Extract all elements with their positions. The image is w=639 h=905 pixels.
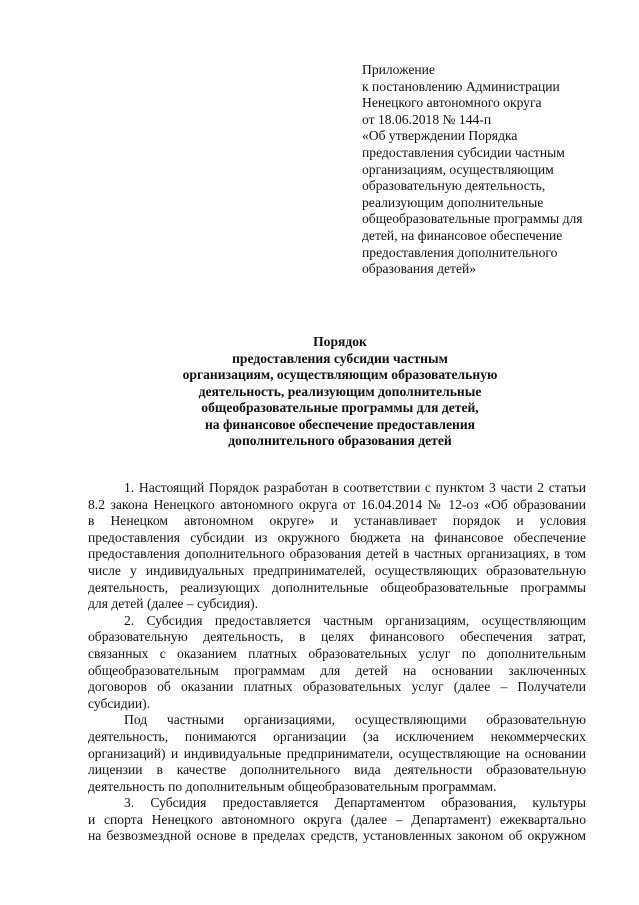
paragraph-1-line: деятельность, реализующих дополнительные общеобразовательные программы: [88, 579, 586, 595]
document-body: [88, 480, 586, 845]
appendix-line: Ненецкого автономного округа: [362, 95, 542, 111]
title-line: дополнительного образования детей: [228, 433, 452, 448]
appendix-line: «Об утверждении Порядка: [362, 128, 518, 144]
paragraph-3-line: лицензии в качестве дополнительного вида деятельности образовательную: [88, 762, 586, 778]
title-line: организациям, осуществляющим образовательную: [182, 367, 498, 382]
appendix-line: к постановлению Администрации: [362, 78, 560, 94]
appendix-line: реализующим дополнительные: [362, 194, 544, 210]
paragraph-4-line: и спорта Ненецкого автономного округа (далее – Департамент) ежеквартально: [88, 811, 586, 827]
paragraph-3-line: Под частными организациями, осуществляющими образовательную: [124, 712, 586, 728]
paragraph-1-line: предоставления дополнительного образования детей в частных организациях, в том: [88, 546, 586, 562]
paragraph-2-line: субсидии).: [88, 695, 151, 711]
paragraph-2-line: связанных с оказанием платных образовательных услуг по дополнительным: [88, 645, 586, 661]
title-line: предоставления субсидии частным: [232, 350, 448, 366]
paragraph-2-line: 2. Субсидия предоставляется частным организациям, осуществляющим: [124, 612, 586, 628]
appendix-line: образования детей»: [362, 261, 477, 277]
appendix-line: организациям, осуществляющим: [362, 161, 554, 177]
paragraph-4-line: на безвозмездной основе в пределах средств, установленных законом об окружном: [88, 828, 586, 844]
paragraph-2-line: образовательную деятельность, в целях финансового обеспечения затрат,: [88, 629, 586, 645]
document-title: [90, 334, 590, 450]
appendix-header: [362, 62, 612, 278]
title-line: Порядок: [313, 334, 367, 349]
title-line: на финансовое обеспечение предоставления: [204, 416, 476, 432]
paragraph-1-line: 8.2 закона Ненецкого автономного округа от 16.04.2014 № 12-оз «Об образовании: [88, 496, 586, 512]
paragraph-3-line: деятельность, понимаются организации (за исключением некоммерческих: [88, 728, 586, 744]
paragraph-3-line: организаций) и индивидуальные предприниматели, осуществляющие на основании: [88, 745, 586, 761]
paragraph-1-line: для детей (далее – субсидия).: [88, 596, 259, 612]
paragraph-1-line: 1. Настоящий Порядок разработан в соответствии с пунктом 3 части 2 статьи: [124, 480, 586, 495]
title-line: деятельность, реализующим дополнительные: [198, 383, 482, 399]
paragraph-3-line: деятельность по дополнительным общеобразовательным программам.: [88, 778, 497, 794]
paragraph-2-line: договоров об оказании платных образовательных услуг (далее – Получатели: [88, 679, 586, 695]
title-line: общеобразовательные программы для детей,: [201, 400, 479, 415]
appendix-line: от 18.06.2018 № 144-п: [362, 111, 492, 127]
paragraph-4-line: 3. Субсидия предоставляется Департаментом образования, культуры: [124, 795, 586, 811]
paragraph-1-line: в Ненецком автономном округе» и устанавливает порядок и условия: [88, 513, 586, 529]
paragraph-2-line: общеобразовательным программам для детей на основании заключенных: [88, 662, 586, 678]
appendix-line: детей, на финансовое обеспечение: [362, 227, 563, 243]
paragraph-1-line: предоставления субсидии из окружного бюджета на финансовое обеспечение: [88, 529, 586, 545]
paragraph-1-line: числе у индивидуальных предпринимателей, осуществляющих образовательную: [88, 562, 586, 578]
appendix-line: предоставления дополнительного: [362, 244, 558, 260]
appendix-line: образовательную деятельность,: [362, 178, 546, 194]
appendix-line: Приложение: [362, 62, 435, 77]
appendix-line: предоставления субсидии частным: [362, 144, 565, 160]
appendix-line: общеобразовательные программы для: [362, 211, 583, 227]
